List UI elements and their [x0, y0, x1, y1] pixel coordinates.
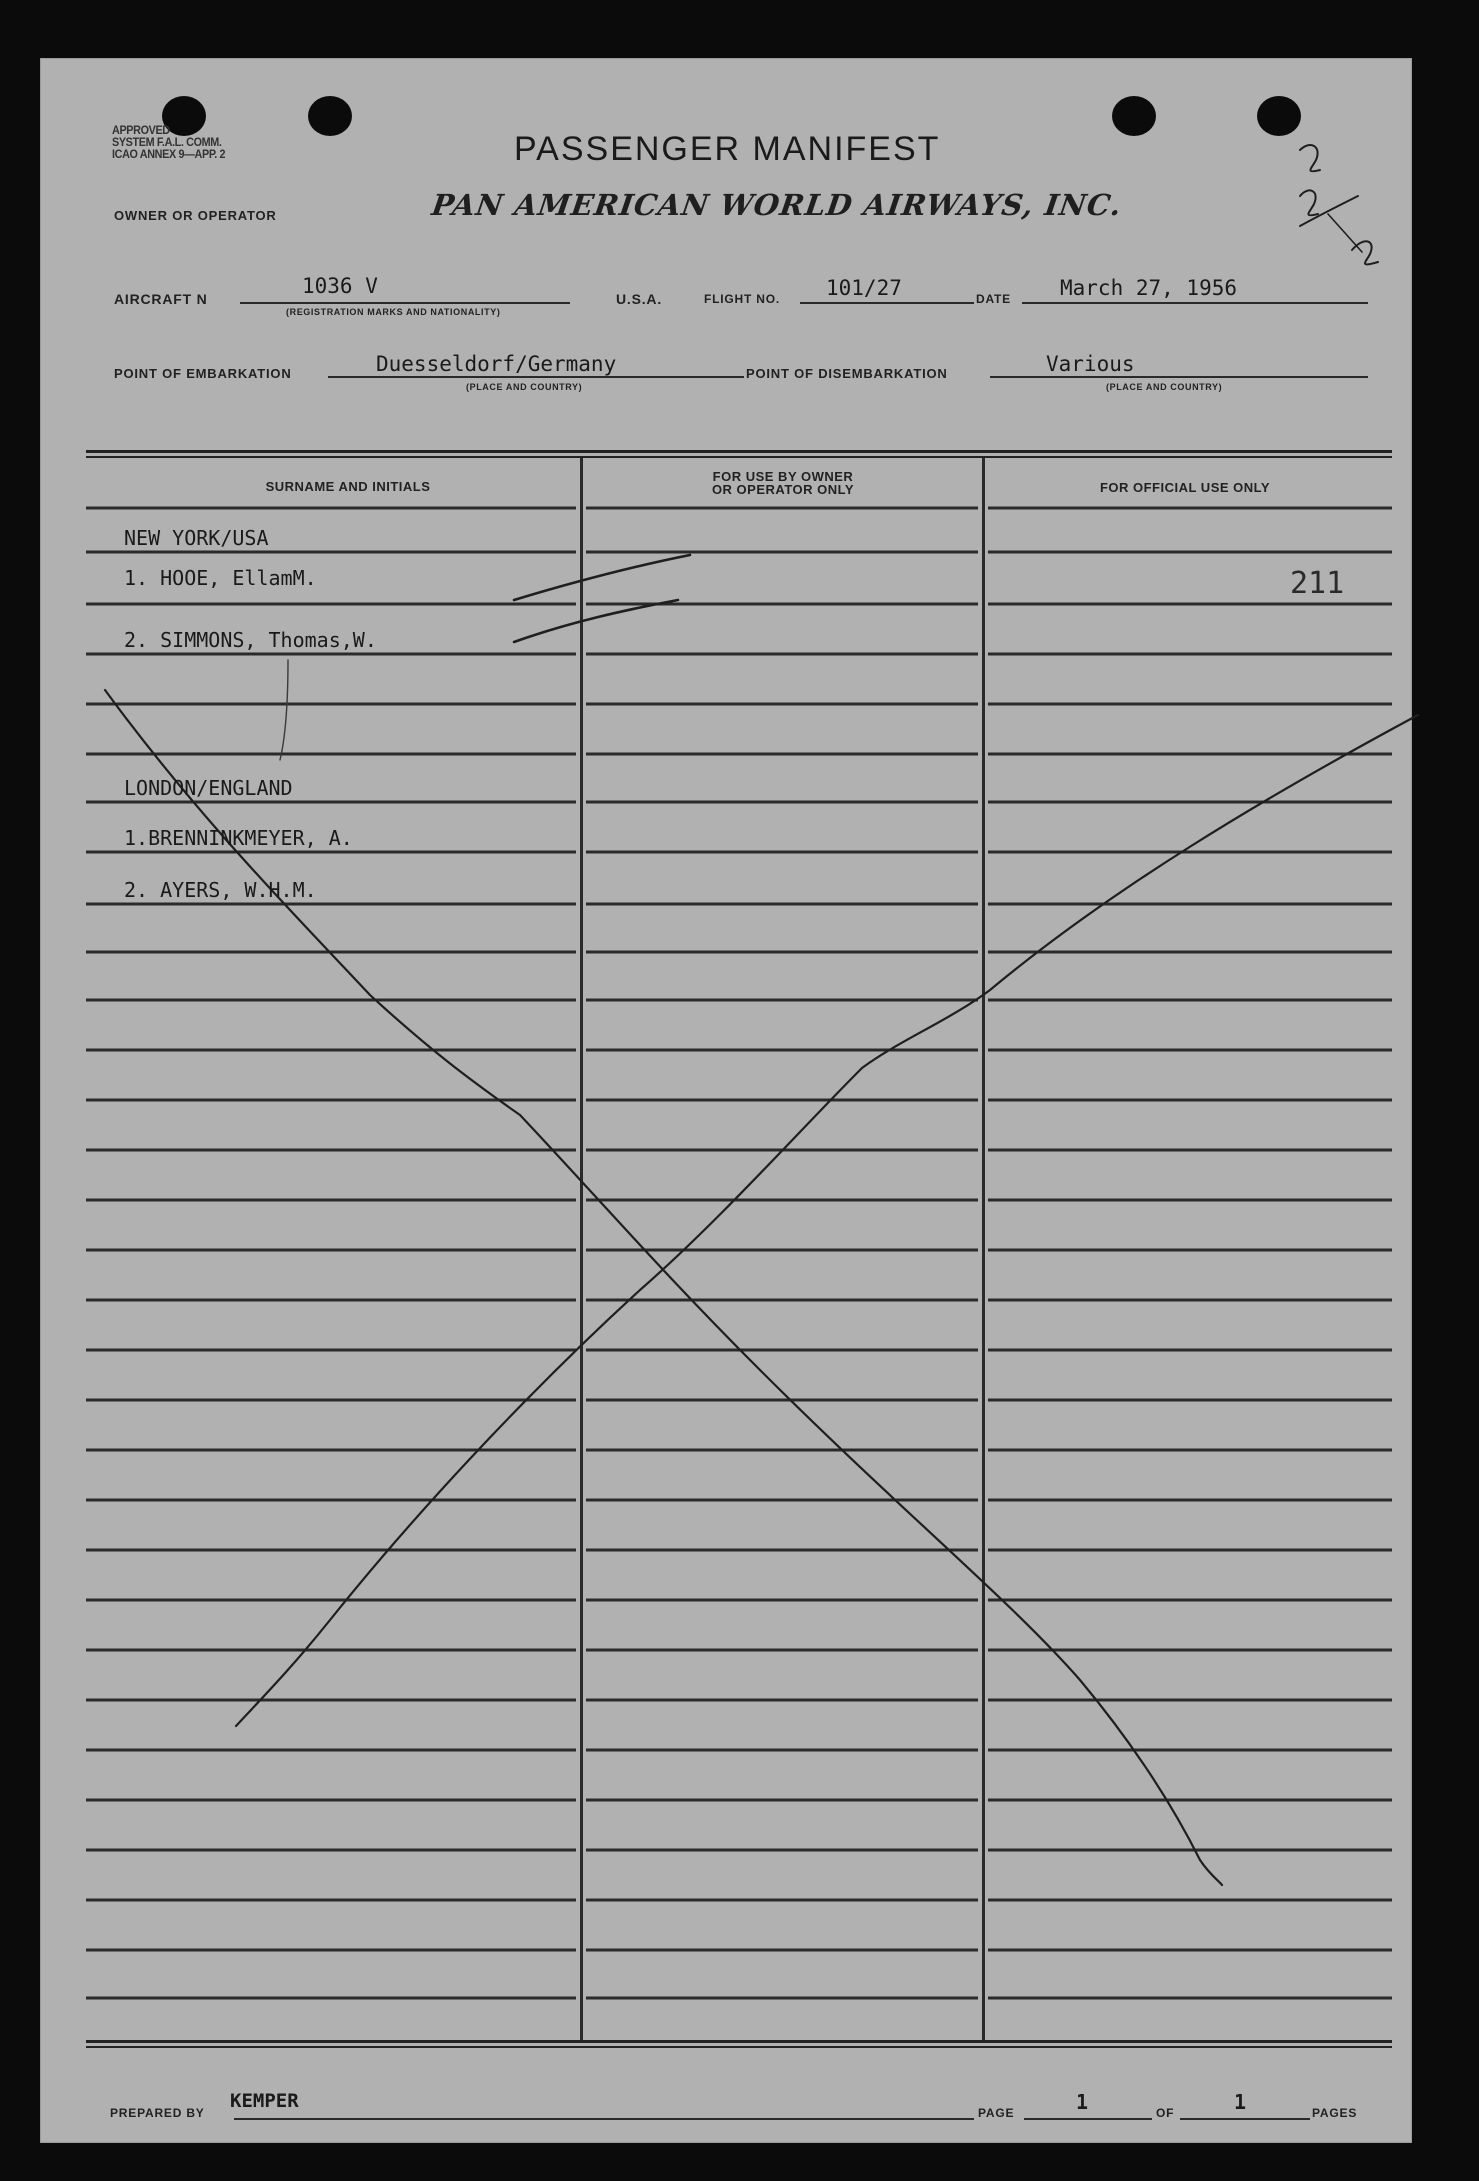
passenger-entry: 2. SIMMONS, Thomas,W. [124, 628, 377, 652]
country-label: U.S.A. [616, 291, 663, 307]
column-header-official-use: FOR OFFICIAL USE ONLY [1099, 480, 1271, 495]
column-header-owner-use: FOR USE BY OWNER OR OPERATOR ONLY [711, 469, 855, 497]
of-label: OF [1156, 2106, 1175, 2120]
embark-caption: (PLACE AND COUNTRY) [466, 382, 583, 392]
page-line [1024, 2118, 1152, 2120]
flight-label: FLIGHT NO. [704, 292, 780, 306]
cross-out-stroke [236, 715, 1418, 1726]
of-value: 1 [1234, 2090, 1247, 2114]
official-note: 211 [1290, 566, 1345, 601]
prepared-label: PREPARED BY [110, 2106, 205, 2120]
margin-note-stroke [1300, 190, 1318, 215]
embark-value: Duesseldorf/Germany [376, 352, 617, 376]
page-value: 1 [1076, 2090, 1089, 2114]
disembark-caption: (PLACE AND COUNTRY) [1106, 382, 1223, 392]
page-label: PAGE [978, 2106, 1015, 2120]
destination-heading: LONDON/ENGLAND [124, 776, 293, 800]
of-line [1180, 2118, 1310, 2120]
table-bottom-rule [86, 2046, 1392, 2048]
approval-stamp: APPROVED SYSTEM F.A.L. COMM. ICAO ANNEX 9—APP. 2 [112, 123, 226, 161]
table-bottom-rule [86, 2040, 1392, 2043]
margin-note-stroke [1300, 145, 1320, 171]
disembark-label: POINT OF DISEMBARKATION [746, 366, 948, 381]
flight-value: 101/27 [826, 276, 902, 300]
date-label: DATE [976, 292, 1011, 306]
pages-label: PAGES [1312, 2106, 1358, 2120]
prepared-line [234, 2118, 974, 2120]
date-value: March 27, 1956 [1060, 276, 1238, 300]
prepared-value: KEMPER [230, 2090, 299, 2112]
owner-label: OWNER OR OPERATOR [114, 208, 277, 223]
passenger-entry: 2. AYERS, W.H.M. [124, 878, 317, 902]
destination-heading: NEW YORK/USA [124, 526, 269, 550]
passenger-entry: 1. HOOE, EllamM. [124, 566, 317, 590]
aircraft-label: AIRCRAFT N [114, 291, 208, 307]
check-stroke [514, 555, 690, 600]
margin-note-stroke [1328, 214, 1362, 252]
cross-out-stroke [105, 690, 1222, 1885]
column-header-surname: SURNAME AND INITIALS [265, 479, 431, 494]
passenger-entry: 1.BRENNINKMEYER, A. [124, 826, 353, 850]
embark-label: POINT OF EMBARKATION [114, 366, 292, 381]
aircraft-caption: (REGISTRATION MARKS AND NATIONALITY) [286, 307, 501, 317]
disembark-value: Various [1046, 352, 1135, 376]
pencil-mark [280, 660, 288, 760]
check-stroke [514, 600, 678, 642]
operator-name: PAN AMERICAN WORLD AIRWAYS, INC. [429, 188, 1125, 222]
aircraft-value: 1036 V [302, 274, 378, 298]
page-title: PASSENGER MANIFEST [514, 130, 941, 168]
